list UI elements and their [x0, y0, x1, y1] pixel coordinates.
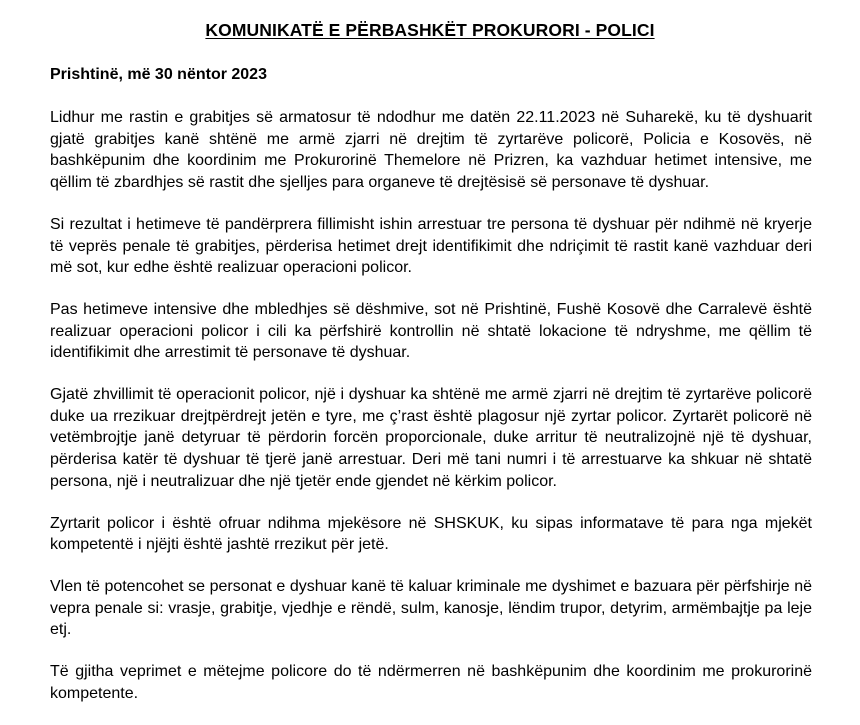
- dateline: Prishtinë, më 30 nëntor 2023: [50, 66, 267, 83]
- paragraph: Pas hetimeve intensive dhe mbledhjes së dëshmive, sot në Prishtinë, Fushë Kosovë dhe Carralevë është realizuar operacioni policor i cili ka përfshirë kontrollin në shtatë lokacione të ndryshme, me qëllim të identifikimit dhe arrestimit të personave të dyshuar.: [50, 300, 812, 362]
- paragraph: Lidhur me rastin e grabitjes së armatosur të ndodhur me datën 22.11.2023 në Suharekë, ku të dyshuarit gjatë grabitjes kanë shtënë me armë zjarri në drejtim të zyrtarëve policorë, Policia e Kosovës, në bashkëpunim dhe koordinim me Prokurorinë Themelore në Prizren, ka vazhduar hetimet intensive, me qëllim të zbardhjes së rastit dhe sjelljes para organeve të drejtësisë së personave të dyshuar.: [50, 109, 812, 192]
- document-body: [50, 107, 812, 724]
- paragraph: Si rezultat i hetimeve të pandërprera fillimisht ishin arrestuar tre persona të dyshuar për ndihmë në kryerje të veprës penale të grabitjes, përderisa hetimet drejt identifikimit dhe ndriçimit të rastit kanë vazhduar deri më sot, kur edhe është realizuar operacioni policor.: [50, 215, 812, 277]
- paragraph: Të gjitha veprimet e mëtejme policore do të ndërmerren në bashkëpunim dhe koordinim me prokurorinë kompetente.: [50, 663, 812, 702]
- paragraph: Gjatë zhvillimit të operacionit policor, një i dyshuar ka shtënë me armë zjarri në drejtim të zyrtarëve policorë duke ua rrezikuar drejtpërdrejt jetën e tyre, me ç’rast është plagosur një zyrtar policor. Zyrtarët policorë në vetëmbrojtje janë detyruar të përdorin forcën proporcionale, duke arritur të neutralizojnë një të dyshuar, përderisa katër të dyshuar të tjerë janë arrestuar. Deri më tani numri i të arrestuarve ka shkuar në shtatë persona, një i neutralizuar dhe një tjetër ende gjendet në kërkim policor.: [50, 386, 812, 490]
- paragraph: Zyrtarit policor i është ofruar ndihma mjekësore në SHSKUK, ku sipas informatave të para nga mjekët kompetentë i njëjti është jashtë rrezikut për jetë.: [50, 514, 812, 554]
- document-title: KOMUNIKATË E PËRBASHKËT PROKURORI - POLICI: [205, 20, 655, 40]
- paragraph: Vlen të potencohet se personat e dyshuar kanë të kaluar kriminale me dyshimet e bazuara për përfshirje në vepra penale si: vrasje, grabitje, vjedhje e rëndë, sulm, kanosje, lëndim trupor, detyrim, armëmbajtje pa leje etj.: [50, 577, 812, 639]
